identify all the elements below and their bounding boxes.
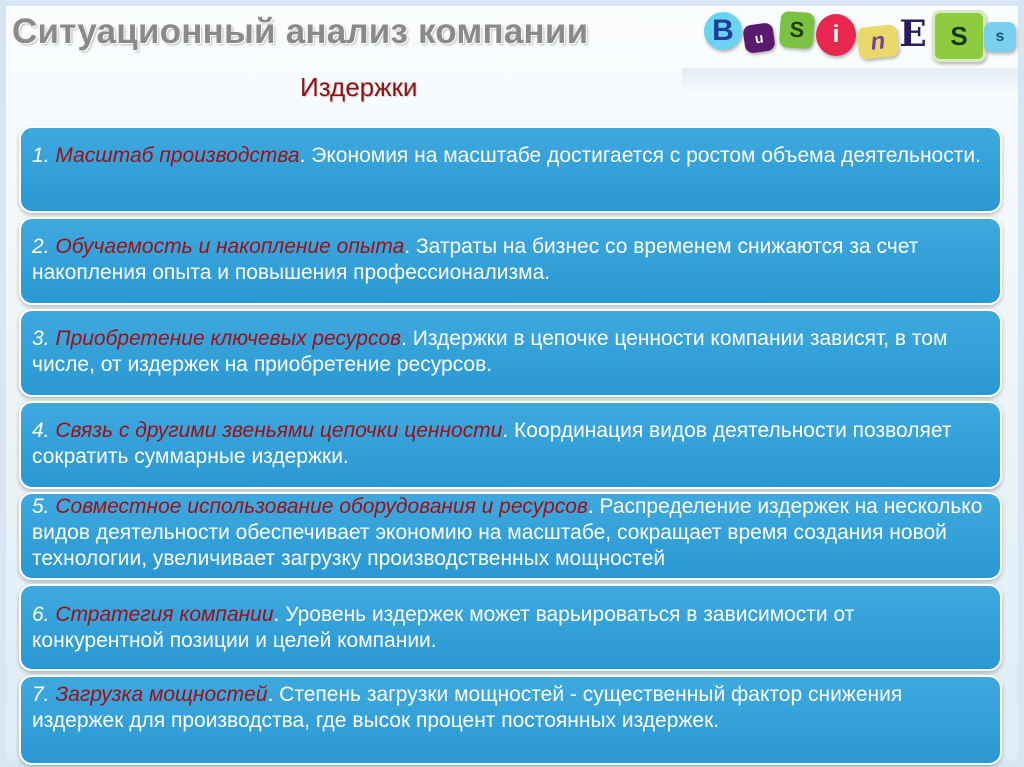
logo-letter-5: n xyxy=(856,24,899,60)
cost-factor-card-6 xyxy=(19,584,1002,671)
item-heading: Загрузка мощностей xyxy=(55,683,268,706)
item-text: . Координация видов деятельности позволяет сократить суммарные издержки. xyxy=(32,419,952,468)
item-heading: Обучаемость и накопление опыта xyxy=(55,235,405,258)
logo-reflection xyxy=(682,68,1024,96)
item-heading: Стратегия компании xyxy=(55,603,274,626)
logo-letter-4: i xyxy=(816,14,856,56)
item-number: 5. xyxy=(32,495,56,518)
item-text: . Экономия на масштабе достигается с ростом объема деятельности. xyxy=(299,144,981,167)
cost-factor-card-7 xyxy=(19,675,1002,765)
item-number: 4. xyxy=(32,419,56,442)
item-text: . Затраты на бизнес со временем снижаются за счет накопления опыта и повышения профессионализма. xyxy=(32,235,919,284)
logo-letter-1: B xyxy=(704,12,742,50)
item-heading: Связь с другими звеньями цепочки ценности xyxy=(55,419,503,442)
business-logo xyxy=(682,0,1024,96)
item-number: 6. xyxy=(32,603,56,626)
item-number: 7. xyxy=(32,683,56,706)
item-text: . Издержки в цепочке ценности компании зависят, в том числе, от издержек на приобретение ресурсов. xyxy=(32,327,948,376)
item-heading: Приобретение ключевых ресурсов xyxy=(55,327,402,350)
slide-subtitle: Издержки xyxy=(300,72,418,102)
item-text: . Степень загрузки мощностей - существенный фактор снижения издержек для производства, где высок процент постоянных издержек. xyxy=(32,683,903,732)
cost-factor-card-2 xyxy=(19,217,1002,305)
logo-letter-7: S xyxy=(932,10,986,62)
item-number: 1. xyxy=(32,144,56,167)
slide-title: Ситуационный анализ компании xyxy=(12,12,589,51)
logo-letter-3: S xyxy=(779,11,815,49)
item-text: . Уровень издержек может варьироваться в зависимости от конкурентной позиции и целей компании. xyxy=(32,603,855,652)
cost-factor-card-5 xyxy=(19,492,1002,580)
item-heading: Совместное использование оборудования и ресурсов xyxy=(55,495,588,518)
cost-factor-card-1 xyxy=(19,126,1002,213)
cost-factor-card-3 xyxy=(19,309,1002,397)
item-number: 3. xyxy=(32,327,56,350)
logo-letter-6: E xyxy=(899,13,927,55)
logo-letter-2: u xyxy=(742,22,776,54)
item-number: 2. xyxy=(32,235,56,258)
cost-factor-card-4 xyxy=(19,401,1002,489)
logo-letter-8: s xyxy=(984,22,1016,52)
item-heading: Масштаб производства xyxy=(55,144,300,167)
item-text: . Распределение издержек на несколько видов деятельности обеспечивает экономию на масштабе, сокращает время создания новой технологии, увеличивает загрузку производственных мощностей xyxy=(32,495,983,570)
